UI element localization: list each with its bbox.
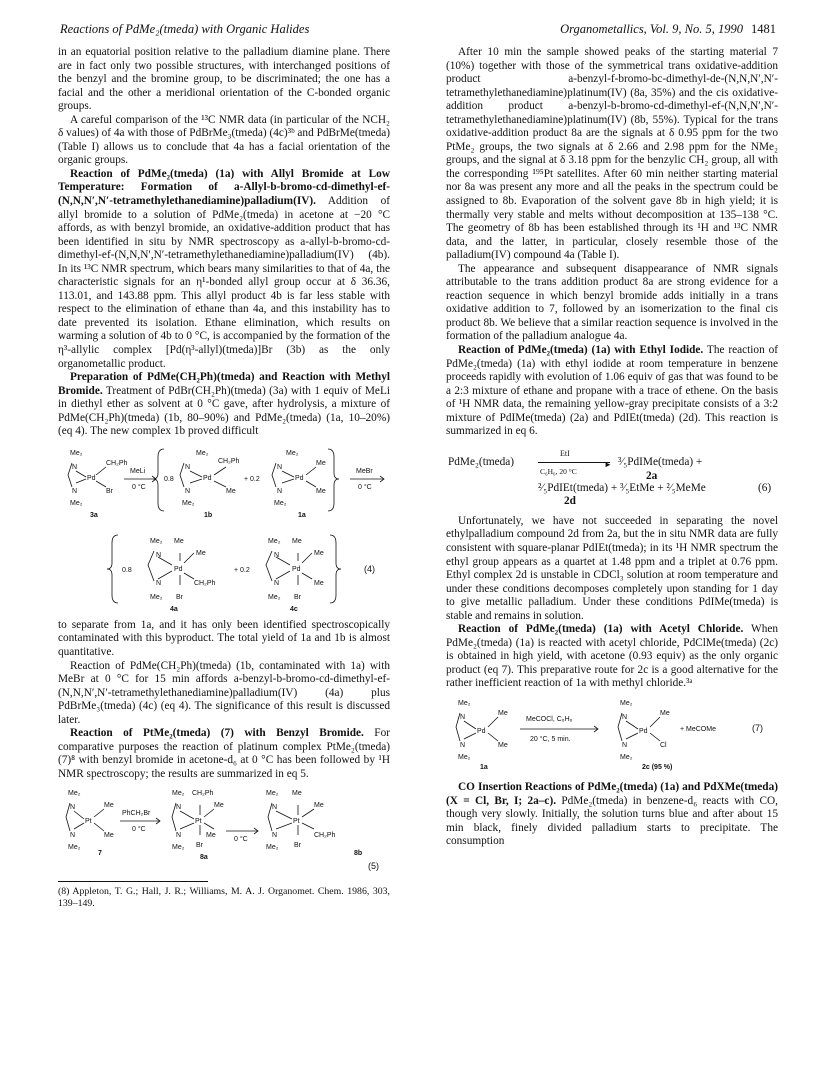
me-label: Me xyxy=(206,832,216,840)
pt-label: Pt xyxy=(195,818,202,826)
paragraph-body: PdMe₂(tmeda) in benzene-d₆ reacts with CO, though very slowly. Initially, the solution turns blue and after about 15 min black, finely divided palladium starts to precipitate. The consumption xyxy=(446,794,778,848)
paragraph: Reaction of PdMe(CH₂Ph)(tmeda) (1b, contaminated with 1a) with MeBr at 0 °C for 15 min affords a-benzyl-b-bromo-cd-dimethyl-ef-(N,N,N′,N′-tetramethylethanediamine)palladium(IV) (4a) plus PdBrMe₃(tmeda) (4c) (eq 4). The significance of this result is discussed later. xyxy=(58,659,390,726)
n-label: N xyxy=(277,487,283,495)
nme2-label: Me₂ xyxy=(172,844,185,852)
arrow-conditions: 0 °C xyxy=(234,836,248,844)
nme2-label: Me₂ xyxy=(620,699,633,707)
running-header-journal xyxy=(446,22,776,37)
pt-label: Pt xyxy=(85,818,92,826)
compound-label-4a: 4a xyxy=(170,605,178,613)
eq6-arrowhead: ► xyxy=(604,459,612,469)
section-heading: Reaction of PdMe₂(tmeda) (1a) with Acetyl Chloride. xyxy=(458,623,744,636)
nme2-label: Me₂ xyxy=(150,537,163,545)
equation-5-scheme xyxy=(58,785,390,871)
paragraph: A careful comparison of the ¹³C NMR data (in particular of the NCH₂ δ values) of 4a with those of PdBrMe₃(tmeda) (4c)³ᵇ and PdBrMe(tmeda) (Table I) allows us to conclude that 4a has a facial orientation of the organic groups. xyxy=(58,113,390,167)
me-label: Me xyxy=(292,537,302,545)
compound-label-1a: 1a xyxy=(298,511,306,519)
br-label: Br xyxy=(106,487,113,495)
eq6-arrow xyxy=(538,462,610,463)
ch2ph-label: CH₂Ph xyxy=(314,832,336,840)
section-heading: CO Insertion Reactions of PdMe₂(tmeda) (1a) and PdXMe(tmeda) (X = Cl, Br, I; 2a–c). xyxy=(446,780,778,807)
cl-label: Cl xyxy=(660,741,667,749)
n-label: N xyxy=(72,463,78,471)
me-label: Me xyxy=(292,790,302,798)
nme2-label: Me₂ xyxy=(266,790,279,798)
me-label: Me xyxy=(498,741,508,749)
n-label: N xyxy=(70,832,76,840)
coefficient: 0.8 xyxy=(122,566,132,574)
equation-5-structures xyxy=(58,785,390,871)
section-heading: Reaction of PtMe₂(tmeda) (7) with Benzyl Bromide. xyxy=(70,727,364,740)
paragraph-body: When PdMe₂(tmeda) (1a) is reacted with acetyl chloride, PdClMe(tmeda) (2c) is obtained in high yield, with acetone (0.93 equiv) as the only organic product (eq 7). This preparative route for 2c is a good alternative for the rather inefficient reaction of 1a with methyl chloride.³ᵃ xyxy=(446,623,779,690)
footnote: (8) Appleton, T. G.; Hall, J. R.; Williams, M. A. J. Organomet. Chem. 1986, 303, 139–149. xyxy=(58,886,390,910)
nme2-label: Me₂ xyxy=(286,449,299,457)
equation-4-scheme xyxy=(58,443,390,613)
pd-label: Pd xyxy=(292,565,301,573)
acetone-label: + MeCOMe xyxy=(680,725,716,733)
page-number: 1481 xyxy=(751,22,776,36)
arrow-conditions: 0 °C xyxy=(132,483,146,491)
n-label: N xyxy=(622,741,628,749)
pd-label: Pd xyxy=(87,474,96,482)
compound-label-7: 7 xyxy=(98,850,102,858)
n-label: N xyxy=(176,832,182,840)
paragraph xyxy=(446,623,778,691)
paragraph xyxy=(446,781,778,849)
me-label: Me xyxy=(314,802,324,810)
nme2-label: Me₂ xyxy=(268,593,281,601)
nme2-label: Me₂ xyxy=(458,753,471,761)
section-heading: Reaction of PdMe₂(tmeda) (1a) with Allyl Bromide at Low Temperature: Formation of a-Allyl-b-bromo-cd-dimethyl-ef-(N,N,N′,N′-tetramethylethanediamine)palladium(IV). xyxy=(58,167,390,208)
arrow-conditions: 0 °C xyxy=(132,826,146,834)
me-label: Me xyxy=(214,802,224,810)
pt-label: Pt xyxy=(293,818,300,826)
arrow-conditions: 20 °C, 5 min. xyxy=(530,735,571,743)
n-label: N xyxy=(272,832,278,840)
equation-number: (7) xyxy=(752,722,763,733)
paragraph xyxy=(58,168,390,371)
equation-7-structures xyxy=(446,695,778,775)
nme2-label: Me₂ xyxy=(458,699,471,707)
n-label: N xyxy=(272,804,278,812)
pd-label: Pd xyxy=(477,727,486,735)
compound-label-4c: 4c xyxy=(290,605,298,613)
equation-number: (6) xyxy=(758,481,772,494)
n-label: N xyxy=(460,713,466,721)
n-label: N xyxy=(274,579,280,587)
right-column xyxy=(446,46,778,849)
arrow-reagent: MeBr xyxy=(356,467,373,475)
nme2-label: Me₂ xyxy=(268,537,281,545)
br-label: Br xyxy=(196,842,203,850)
me-label: Me xyxy=(104,802,114,810)
equation-number: (5) xyxy=(368,861,379,872)
pd-label: Pd xyxy=(639,727,648,735)
arrow-conditions: 0 °C xyxy=(358,483,372,491)
paragraph-body: The reaction of PdMe₂(tmeda) (1a) with ethyl iodide at room temperature in benzene proceeds rapidly with evolution of 1.06 equiv of gas that was found to be a 2:3 mixture of ethane and propane with a trace of ethene. On the basis of ¹H NMR data, the remaining yellow-gray precipitate consists of a 3:2 mixture of PdIMe(tmeda) (2a) and PdIEt(tmeda) (2d). This reaction is summarized in eq 6. xyxy=(446,344,779,438)
me-label: Me xyxy=(196,549,206,557)
n-label: N xyxy=(185,463,191,471)
me-label: Me xyxy=(174,537,184,545)
br-label: Br xyxy=(294,842,301,850)
paragraph: to separate from 1a, and it has only been identified spectroscopically contaminated with this byproduct. The total yield of 1a and 1b is almost quantitative. xyxy=(58,618,390,658)
arrow-reagent: PhCH₂Br xyxy=(122,810,151,818)
br-label: Br xyxy=(294,593,301,601)
n-label: N xyxy=(277,463,283,471)
paragraph: After 10 min the sample showed peaks of the starting material 7 (10%) together with those of the symmetrical trans oxidative-addition product a-benzyl-f-bromo-bc-dimethyl-de-(N,N,N′,N′-tetramethylethanediamine)platinum(IV) (8a, 35%) and the cis oxidative-addition product a-benzyl-b-bromo-cd-dimethyl-ef-(N,N,N′,N′-tetramethylethanediamine)platinum(IV) (8b, 55%). Typical for the trans oxidative-addition product 8a are the signals at δ 0.95 ppm for the two PtMe₂ groups, the two signals at δ 2.66 and 2.98 ppm for the NMe₂ groups, and the signal at δ 3.18 ppm for the benzylic CH₂ group, all with the corresponding ¹⁹⁵Pt satellites. After 60 min neither starting material nor 8a was present any more and all the peaks in the spectrum could be assigned to 8b. Evaporation of the solvent gave 8b in high yield; it is thermally very stable and melts without decomposition at 135–138 °C. The geometry of 8b has been established through its ¹H and ¹³C NMR data, and the latter, in particular, closely resemble those of the palladium(IV) compound 4a (Table I). xyxy=(446,46,778,262)
me-label: Me xyxy=(660,709,670,717)
n-label: N xyxy=(622,713,628,721)
nme2-label: Me₂ xyxy=(266,844,279,852)
nme2-label: Me₂ xyxy=(620,753,633,761)
me-label: Me xyxy=(314,579,324,587)
compound-label-2c: 2c (95 %) xyxy=(642,763,673,771)
nme2-label: Me₂ xyxy=(182,499,195,507)
me-label: Me xyxy=(316,459,326,467)
nme2-label: Me₂ xyxy=(70,449,83,457)
coefficient: + 0.2 xyxy=(244,475,260,483)
eq6-product-2: ²⁄₅PdIEt(tmeda) + ³⁄₅EtMe + ²⁄₅MeMe xyxy=(538,481,706,494)
ch2ph-label: CH₂Ph xyxy=(192,790,214,798)
arrow-reagent: MeLi xyxy=(130,467,146,475)
pd-label: Pd xyxy=(174,565,183,573)
paragraph-body: Treatment of PdBr(CH₂Ph)(tmeda) (3a) with 1 equiv of MeLi in diethyl ether as solvent at 0 °C gave, after hydrolysis, a mixture of PdMe(CH₂Ph)(tmeda) (1b, 80–90%) and PdMe₂(tmeda) (1a, 10–20%) (eq 4). The new complex 1b proved difficult xyxy=(58,384,390,438)
me-label: Me xyxy=(316,487,326,495)
eq6-conditions: C₆H₆, 20 °C xyxy=(540,466,577,476)
nme2-label: Me₂ xyxy=(68,790,81,798)
paragraph-body: For comparative purposes the reaction of platinum complex PtMe₂(tmeda) (7)⁸ with benzyl bromide in acetone-d₆ at 0 °C has been followed by ¹H NMR spectroscopy; the results are summarized in eq 5. xyxy=(58,727,390,780)
section-heading: Preparation of PdMe(CH₂Ph)(tmeda) and Reaction with Methyl Bromide. xyxy=(58,371,390,397)
paragraph: Unfortunately, we have not succeeded in separating the novel ethylpalladium compound 2d from 2a, but the in situ NMR data are fully consistent with square-planar PdIEt(tmeda); in its ¹H NMR spectrum the ethyl group appears as a quartet at 1.48 ppm and a triplet at 0.76 ppm. Ethyl complex 2d is unstable in CDCl₃ solution at room temperature and under these conditions decomposes completely upon standing for 1 day to give metallic palladium. Under these conditions PdIMe(tmeda) is stable and remains in solution. xyxy=(446,514,778,622)
compound-label-8a: 8a xyxy=(200,854,208,862)
eq6-label-2d: 2d xyxy=(564,494,576,507)
section-heading: Reaction of PdMe₂(tmeda) (1a) with Ethyl Iodide. xyxy=(458,344,704,357)
eq6-reactant: PdMe₂(tmeda) xyxy=(448,455,515,468)
n-label: N xyxy=(274,551,280,559)
pd-label: Pd xyxy=(203,474,212,482)
running-header-title: Reactions of PdMe₂(tmeda) with Organic Halides xyxy=(60,22,310,36)
nme2-label: Me₂ xyxy=(196,449,209,457)
eq6-reagent: EtI xyxy=(560,448,570,458)
n-label: N xyxy=(72,487,78,495)
nme2-label: Me₂ xyxy=(68,844,81,852)
equation-4-structures xyxy=(58,443,390,613)
me-label: Me xyxy=(226,487,236,495)
paragraph xyxy=(58,371,390,439)
pd-label: Pd xyxy=(295,474,304,482)
ch2ph-label: CH₂Ph xyxy=(194,579,216,587)
paragraph xyxy=(446,344,778,439)
ch2ph-label: CH₂Ph xyxy=(218,457,240,465)
left-column xyxy=(58,46,390,910)
ch2ph-label: CH₂Ph xyxy=(106,459,128,467)
me-label: Me xyxy=(498,709,508,717)
coefficient: + 0.2 xyxy=(234,566,250,574)
nme2-label: Me₂ xyxy=(274,499,287,507)
equation-6 xyxy=(446,445,778,507)
equation-7-scheme xyxy=(446,695,778,775)
me-label: Me xyxy=(104,832,114,840)
nme2-label: Me₂ xyxy=(70,499,83,507)
arrow-reagent: MeCOCl, C₆H₆ xyxy=(526,715,573,723)
compound-label-1a: 1a xyxy=(480,763,488,771)
compound-label-1b: 1b xyxy=(204,511,213,519)
n-label: N xyxy=(156,579,162,587)
paragraph: The appearance and subsequent disappearance of NMR signals attributable to the trans addition product 8a are strong evidence for a reaction sequence in which benzyl bromide adds initially in a trans oxidative addition to 7, followed by an isomerization to the final cis product 8b. We believe that a similar reaction sequence is involved in the formation of the palladium analogue 4a. xyxy=(446,262,778,343)
equation-number: (4) xyxy=(364,563,375,574)
footnote-divider xyxy=(58,881,390,910)
eq6-label-2a: 2a xyxy=(646,469,658,482)
n-label: N xyxy=(156,551,162,559)
nme2-label: Me₂ xyxy=(150,593,163,601)
n-label: N xyxy=(185,487,191,495)
paragraph xyxy=(58,727,390,781)
n-label: N xyxy=(176,804,182,812)
eq6-product-1: ³⁄₅PdIMe(tmeda) + xyxy=(618,455,703,468)
compound-label-8b: 8b xyxy=(354,850,363,858)
n-label: N xyxy=(460,741,466,749)
paragraph: in an equatorial position relative to the palladium diamine plane. There are in fact only two possible structures, with interchanged positions of the benzyl and the bromine group, to be discriminated; the one has a facial and the other a meridional orientation of the C-bonded organic groups. xyxy=(58,46,390,113)
coefficient: 0.8 xyxy=(164,475,174,483)
nme2-label: Me₂ xyxy=(172,790,185,798)
br-label: Br xyxy=(176,593,183,601)
compound-label-3a: 3a xyxy=(90,511,98,519)
journal-citation: Organometallics, Vol. 9, No. 5, 1990 xyxy=(560,22,743,36)
me-label: Me xyxy=(314,549,324,557)
paragraph-body: Addition of allyl bromide to a solution of PdMe₂(tmeda) in acetone at −20 °C affords, as with benzyl bromide, an oxidative-addition product that has been identified in situ by NMR spectroscopy as a-allyl-b-bromo-cd-dimethyl-ef-(N,N,N′,N′-tetramethylethanediamine)palladium(IV) (4b). In its ¹³C NMR spectrum, which bears many similarities to that of 4a, the characteristic signals for an η¹-bonded allyl group occur at δ 36.36, 113.01, and 143.88 ppm. This allyl product 4b is far less stable with respect to the elimination of ethane than 4a, and this instability has to date prevented its isolation. Ethane elimination, which results on warming a solution of 4b to 0 °C, is accompanied by the formation of the η³-allylic complex [Pd(η³-allyl)(tmeda)]Br (3b) as the only organometallic product. xyxy=(58,195,390,370)
n-label: N xyxy=(70,804,76,812)
